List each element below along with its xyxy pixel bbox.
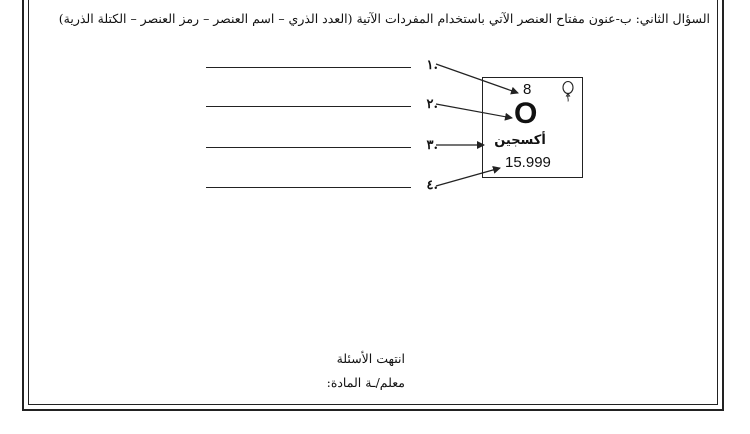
teacher-signature-label: معلم/ـة المادة: [326,375,405,390]
arrow-1 [436,64,518,93]
atomic-number: 8 [523,81,532,98]
element-name: أكسجين [494,133,546,148]
question-text: السؤال الثاني: ب-عنون مفتاح العنصر الآتي باستخدام المفردات الآتية (العدد الذري – اسم العنصر – رمز العنصر – الكتلة الذرية) [58,11,710,26]
atomic-mass: 15.999 [505,154,551,171]
arrow-4 [436,168,500,186]
element-symbol: O [514,97,538,130]
arrow-2 [436,104,512,118]
label-number-2: .٢ [426,97,438,112]
label-number-3: .٣ [426,138,438,153]
label-number-4: .٤ [426,178,438,193]
end-of-questions-text: انتهت الأسئلة [336,351,405,366]
label-number-1: .١ [426,58,438,73]
